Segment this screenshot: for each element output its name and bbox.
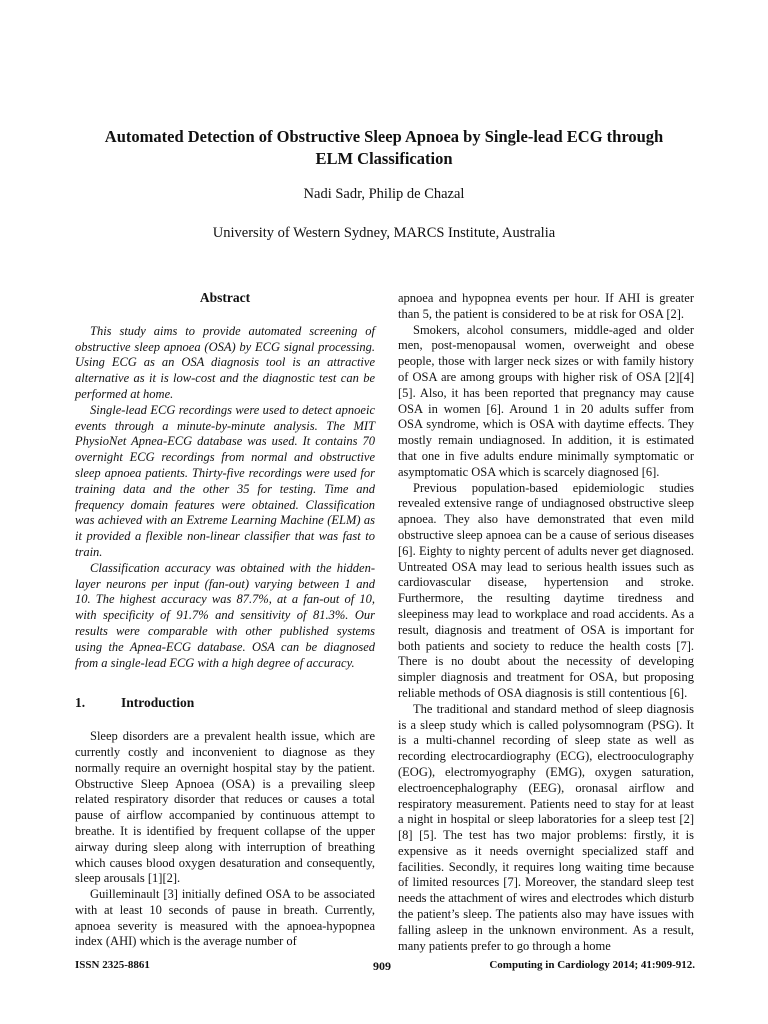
abstract-paragraph: Single-lead ECG recordings were used to detect apnoeic events through a minute-by-minute analysis. The MIT PhysioNet Apnea-ECG database was used. It contains 70 overnight ECG recordings from normal and obstructive sleep apnoea patients. Thirty-five recordings were used for training data and the other 35 for testing. Time and frequency domain features were obtained. Classification was achieved with an Extreme Learning Machine (ELM) as it provided a flexible non-linear classifier that was fast to train.	[75, 402, 375, 559]
authors: Nadi Sadr, Philip de Chazal	[303, 186, 465, 202]
body-paragraph: Previous population-based epidemiologic studies revealed extensive range of undiagnosed obstructive sleep apnoea. They also have demonstrated that even mild obstructive sleep apnoea can be a cause of serious diseases [6]. Eighty to nighty percent of adults never get diagnosed. Untreated OSA may lead to serious health issues such as cardiovascular disease, hypertension and stroke. Furthermore, the resulting daytime tiredness and sleepiness may lead to workplace and road accidents. As a result, diagnosis and treatment of OSA is important for both patients and society to reduce the health costs [7]. There is no doubt about the necessity of developing simpler diagnosis and treatment for OSA, but proposing reliable methods of OSA diagnosis is still contentious [6].	[398, 480, 694, 700]
section-heading-introduction	[75, 695, 375, 711]
page-footer	[75, 957, 695, 977]
page-number: 909	[373, 959, 391, 973]
journal-citation: Computing in Cardiology 2014; 41:909-912.	[489, 959, 695, 971]
left-column	[75, 290, 375, 950]
paper-title	[60, 126, 708, 170]
body-paragraph: Smokers, alcohol consumers, middle-aged and older men, post-menopausal women, overweight and obese people, those with larger neck sizes or with family history of OSA are among groups with higher risk of OSA [2][4] [5]. Also, it has been reported that pregnancy may cause OSA in women [6]. Around 1 in 20 adults suffer from OSA syndrome, which is OSA with daytime effects. They mostly remain undiagnosed. In addition, it is estimated that one in five adults endure minimally symptomatic or asymptomatic OSA which is scarcely diagnosed [6].	[398, 322, 694, 479]
right-column	[398, 291, 694, 954]
title-line-1: Automated Detection of Obstructive Sleep Apnoea by Single-lead ECG through	[104, 127, 664, 146]
issn-label: ISSN 2325-8861	[75, 959, 150, 971]
section-title: Introduction	[121, 695, 195, 711]
introduction-body-left	[75, 729, 375, 950]
abstract-paragraph: Classification accuracy was obtained with the hidden-layer neurons per input (fan-out) varying between 1 and 10. The highest accuracy was 87.7%, at a fan-out of 10, with specificity of 91.7% and sensitivity of 81.3%. Our results were comparable with other published systems using the Apnea-ECG database. OSA can be diagnosed from a single-lead ECG with a high degree of accuracy.	[75, 560, 375, 670]
title-line-2: ELM Classification	[315, 149, 453, 168]
affiliation: University of Western Sydney, MARCS Institute, Australia	[212, 225, 556, 241]
abstract-heading: Abstract	[199, 290, 251, 305]
abstract-paragraph: This study aims to provide automated screening of obstructive sleep apnoea (OSA) by ECG signal processing. Using ECG as an OSA diagnosis tool is an attractive alternative as it is low-cost and the diagnostic test can be performed at home.	[75, 323, 375, 401]
abstract-body	[75, 324, 375, 672]
body-paragraph: Guilleminault [3] initially defined OSA to be associated with at least 10 seconds of pause in breath. Currently, apnoea severity is measured with the apnoea-hypopnea index (AHI) which is the average number of	[75, 887, 375, 949]
section-number: 1.	[75, 695, 86, 711]
body-paragraph-continued: apnoea and hypopnea events per hour. If AHI is greater than 5, the patient is considered to be at risk for OSA [2].	[398, 291, 694, 321]
body-paragraph: Sleep disorders are a prevalent health issue, which are currently costly and inconvenient to diagnose as they normally require an overnight hospital stay by the patient. Obstructive Sleep Apnoea (OSA) is a prevailing sleep related respiratory disorder that reduces or causes a total pause of airflow accompanied by continuous attempt to breathe. It is identified by frequent collapse of the upper airway during sleep along with interruption of breathing which causes blood oxygen desaturation and consequently, sleep arousals [1][2].	[75, 729, 375, 886]
body-paragraph: The traditional and standard method of sleep diagnosis is a sleep study which is called polysomnogram (PSG). It is a multi-channel recording of sleep state as well as recording electrocardiography (ECG), electrooculography (EOG), electromyography (EMG), oxygen saturation, electroencephalography (EEG), oronasal airflow and respiratory measurement. Patients need to stay for at least a night in hospital or sleep laboratories for a sleep test [2] [8] [5]. The test has two major problems: firstly, it is expensive as it needs overnight specialized staff and facilities. Secondly, it requires long waiting time because of limited resources [7]. Moreover, the standard sleep test needs the attachment of wires and electrodes which disturb the patient’s sleep. The patients also may have issues with falling asleep in the unknown environment. As a result, many patients prefer to go through a home	[398, 701, 694, 953]
